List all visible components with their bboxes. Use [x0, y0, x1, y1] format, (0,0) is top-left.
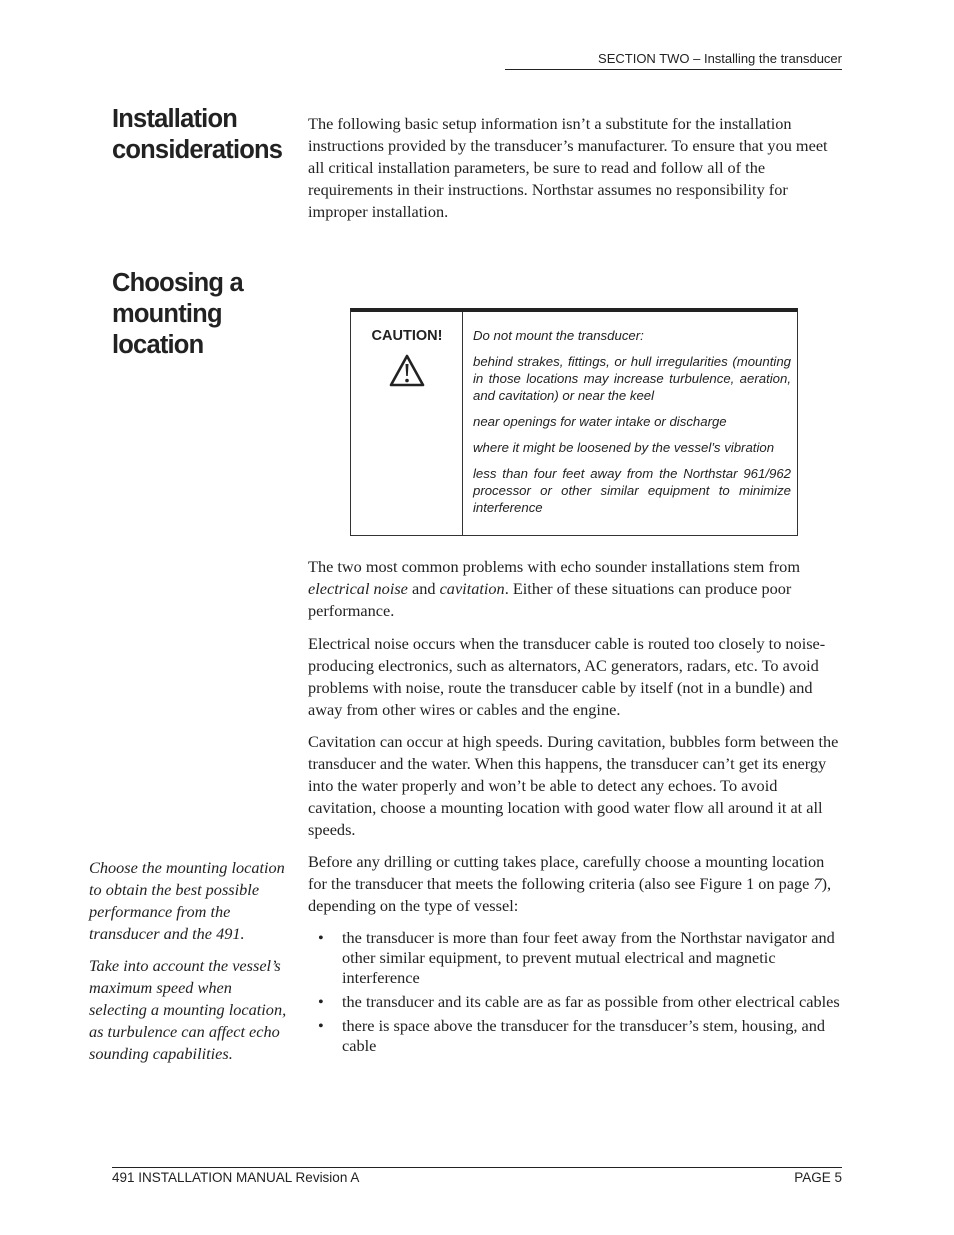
- text-run: ), depending on the type of vessel:: [308, 874, 832, 915]
- section-header: SECTION TWO – Installing the transducer: [505, 51, 842, 70]
- choosing-heading: [112, 268, 243, 361]
- bullet-icon: •: [318, 928, 324, 947]
- bullet-icon: •: [318, 1016, 324, 1035]
- text-run: . Either of these situations can produce poor performance.: [308, 579, 792, 620]
- list-item: [308, 1016, 842, 1056]
- intro-paragraph: The following basic setup information isn’t a substitute for the installation instructions provided by the transducer’s manufacturer. To ensure that you meet all critical installation parameters, be sure to read and follow all of the requirements in their instructions. Northstar assumes no responsibility for improper installation.: [308, 114, 828, 221]
- problems-paragraph: [308, 556, 842, 622]
- heading-line: Installation: [112, 105, 237, 133]
- list-item-text: there is space above the transducer for the transducer’s stem, housing, and cable: [342, 1016, 825, 1055]
- caution-item: where it might be loosened by the vessel’s vibration: [473, 440, 775, 455]
- sidebar-note-mounting: Choose the mounting location to obtain the best possible performance from the transducer and the 491.: [89, 858, 285, 943]
- caution-box: [350, 308, 798, 536]
- text-run: The two most common problems with echo sounder installations stem from: [308, 557, 800, 576]
- page-footer: [112, 1167, 842, 1185]
- caution-item: near openings for water intake or discharge: [473, 414, 727, 429]
- criteria-list: [308, 928, 842, 1060]
- heading-line: considerations: [112, 136, 283, 164]
- footer-page-number: PAGE 5: [794, 1170, 842, 1185]
- footer-manual-title: 491 INSTALLATION MANUAL Revision A: [112, 1170, 360, 1185]
- emphasis-electrical-noise: electrical noise: [308, 579, 408, 598]
- list-item: [308, 928, 842, 988]
- caution-label: CAUTION!: [371, 328, 443, 344]
- text-run: Before any drilling or cutting takes place, carefully choose a mounting location for the transducer that meets the following criteria (also see Figure 1 on page: [308, 852, 825, 893]
- caution-label-cell: [351, 312, 463, 535]
- cavitation-paragraph: Cavitation can occur at high speeds. During cavitation, bubbles form between the transducer and the water. When this happens, the transducer can’t get its energy into the water properly and won’t be able to detect any echoes. To avoid cavitation, choose a mounting location with good water flow all around it at all speeds.: [308, 732, 839, 839]
- sidebar-note-speed: Take into account the vessel’s maximum speed when selecting a mounting location, as turbulence can affect echo sounding capabilities.: [89, 956, 287, 1063]
- caution-item: behind strakes, fittings, or hull irregularities (mounting in those locations may increase turbulence, aeration, and cavitation) or near the keel: [473, 354, 791, 403]
- page-reference: 7: [813, 874, 822, 893]
- heading-line: location: [112, 331, 204, 359]
- bullet-icon: •: [318, 992, 324, 1011]
- caution-text: [473, 327, 791, 525]
- list-item-text: the transducer is more than four feet away from the Northstar navigator and other similar equipment, to prevent mutual electrical and magnetic interference: [342, 928, 835, 987]
- warning-triangle-icon: [389, 354, 425, 388]
- heading-line: mounting: [112, 300, 222, 328]
- caution-item: less than four feet away from the Northstar 961/962 processor or other similar equipment to minimize interference: [473, 466, 791, 515]
- heading-line: Choosing a: [112, 269, 243, 297]
- caution-item: Do not mount the transducer:: [473, 328, 644, 343]
- list-item-text: the transducer and its cable are as far as possible from other electrical cables: [342, 992, 840, 1011]
- installation-heading: [112, 104, 282, 166]
- list-item: [308, 992, 842, 1012]
- emphasis-cavitation: cavitation: [439, 579, 505, 598]
- criteria-paragraph: [308, 851, 842, 917]
- text-run: and: [407, 579, 440, 598]
- electrical-noise-paragraph: Electrical noise occurs when the transducer cable is routed too closely to noise-producing electronics, such as alternators, AC generators, radars, etc. To avoid problems with noise, route the transducer cable by itself (not in a bundle) and away from other wires or cables and the engine.: [308, 634, 826, 719]
